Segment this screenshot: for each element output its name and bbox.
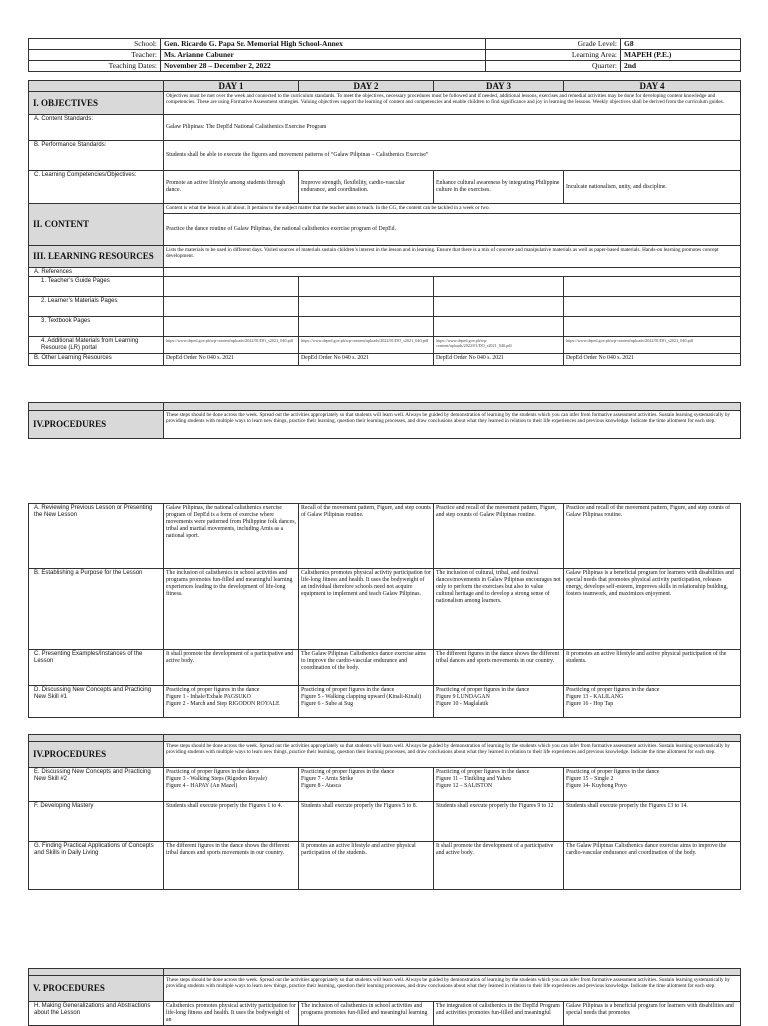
competency-day-4: Inculcate nationalism, unity, and discipline. (564, 171, 741, 204)
step-c-day-1: It shall promote the development of a participative and active body. (164, 650, 299, 686)
resources-title: III. LEARNING RESOURCES (29, 246, 164, 268)
other-resource-day-1: DepEd Order No 040 s. 2021 (164, 354, 299, 366)
step-e-day-4: Practicing of proper figures in the dance Figure 15 – Single 2 Figure 14- Kuyhong Poyo (564, 768, 741, 802)
performance-standards-label: B. Performance Standards: (29, 141, 164, 171)
content-title: II. CONTENT (29, 204, 164, 246)
step-f-label: F. Developing Mastery (29, 802, 164, 842)
other-resource-day-3: DepEd Order No 040 s. 2021 (434, 354, 564, 366)
lr-portal-link-day-2[interactable]: https://www.deped.gov.ph/wp-content/uploads/2022/01/DO_s2021_040.pdf (299, 337, 434, 354)
area-label: Learning Area: (486, 50, 621, 61)
procedures-header-1 (28, 402, 741, 439)
teacher-label: Teacher: (29, 50, 161, 61)
step-e-day-3: Practicing of proper figures in the dance Figure 11 – Tinikling and Yaheu Figure 12 – SALISTON (434, 768, 564, 802)
step-f-day-2: Students shall execute properly the Figures 5 to 8. (299, 802, 434, 842)
step-b-day-3: The inclusion of cultural, tribal, and festival dances/movements in Galaw Pilipinas encourages not only to perform the exercises but also to value cultural heritage and to develop a strong sense of nationalism among learners. (434, 569, 564, 650)
step-a-day-3: Practice and recall of the movement pattern, Figure, and step counts of Galaw Pilipinas routine. (434, 504, 564, 569)
step-h-label: H. Making Generalizations and Abstractions about the Lesson (29, 1002, 164, 1026)
step-d-label: D. Discussing New Concepts and Practicing New Skill #1 (29, 686, 164, 718)
other-resources-label: B. Other Learning Resources (29, 354, 164, 366)
content-note: Content is what the lesson is all about. It pertains to the subject matter that the teacher aims to teach. In the CG, the content can be tackled in a week or two. (164, 204, 741, 214)
grade-value: G8 (621, 39, 741, 50)
step-b-label: B. Establishing a Purpose for the Lesson (29, 569, 164, 650)
competency-day-3: Enhance cultural awareness by integrating Philippine culture in the exercises. (434, 171, 564, 204)
step-f-day-4: Students shall execute properly the Figures 13 to 14. (564, 802, 741, 842)
procedures-table-2 (28, 734, 741, 890)
procedures-note-1: These steps should be done across the week. Spread out the activities appropriately so that students will learn well. Always be guided by demonstration of learning by the students which you can infer from formative assessment activities. Sustain learning systematically by providing students with multiple ways to learn new things, practice their learning, question their learning processes, and draw conclusions about what they learned in relation to their life experiences and previous knowledge. Indicate the time allotment for each step. (164, 411, 741, 439)
step-h-day-2: The inclusion of calisthenics in school activities and programs promotes fun-filled and meaningful learning (299, 1002, 434, 1026)
header-table (28, 38, 741, 72)
procedures-note-3: These steps should be done across the week. Spread out the activities appropriately so that students will learn well. Always be guided by demonstration of learning by the students which you can infer from formative assessment activities. Sustain learning systematically by providing students with multiple ways to learn new things, practice their learning, question their learning processes, and draw conclusions about what they learned in relation to their life experiences and previous knowledge. Indicate the time allotment for each step. (164, 976, 741, 1002)
objectives-title: I. OBJECTIVES (29, 92, 164, 115)
content-text: Practice the dance routine of Galaw Pilipinas, the national calisthenics exercise program of DepEd. (164, 214, 741, 246)
step-f-day-1: Students shall execute properly the Figures 1 to 4. (164, 802, 299, 842)
procedures-note-2: These steps should be done across the week. Spread out the activities appropriately so that students will learn well. Always be guided by demonstration of learning by the students which you can infer from formative assessment activities. Sustain learning systematically by providing students with multiple ways to learn new things, practice their learning, question their learning processes, and draw conclusions about what they learned in relation to their life experiences and previous knowledge. Indicate the time allotment for each step. (164, 742, 741, 768)
additional-materials-label: 4. Additional Materials from Learning Resource (LR) portal (29, 337, 164, 354)
step-b-day-4: Galaw Pilipinas is a beneficial program for learners with disabilities and special needs that promotes physical activity participation, releases energy, develops self-esteem, improves skills in relationship building, fosters teamwork, and maximizes enjoyment. (564, 569, 741, 650)
step-d-day-1: Practicing of proper figures in the dance Figure 1 - Inhale/Exhale PAGSUKO Figure 2 - March and Step RIGODON ROYALE (164, 686, 299, 718)
lr-portal-link-day-1[interactable]: https://www.deped.gov.ph/wp-content/uploads/2022/01/DO_s2021_040.pdf (164, 337, 299, 354)
procedures-title-3: V. PROCEDURES (29, 976, 164, 1002)
quarter-value: 2nd (621, 61, 741, 72)
step-g-day-4: The Galaw Pilipinas Calisthenics dance exercise aims to improve the cardio-vascular endurance and coordination of the body. (564, 842, 741, 890)
lr-portal-link-day-3[interactable]: https://www.deped.gov.ph/wp-content/uploads/2022/01/DO_s2021_040.pdf (434, 337, 564, 354)
other-resource-day-4: DepEd Order No 040 s. 2021 (564, 354, 741, 366)
step-c-day-2: The Galaw Pilipinas Calisthenics dance exercise aims to improve the cardio-vascular endurance and coordination of the body. (299, 650, 434, 686)
step-c-label: C. Presenting Examples/Instances of the Lesson (29, 650, 164, 686)
procedures-title-1: IV.PROCEDURES (29, 411, 164, 439)
step-e-day-2: Practicing of proper figures in the dance Figure 7 - Arnis Strike Figure 8 - Atasca (299, 768, 434, 802)
dates-label: Teaching Dates: (29, 61, 161, 72)
content-standards-value: Galaw Pilipinas: The DepEd National Calisthenics Exercise Program (164, 115, 741, 141)
procedures-table-3 (28, 968, 741, 1026)
references-label: A. References (29, 268, 164, 277)
school-value: Gen. Ricardo G. Papa Sr. Memorial High School-Annex (161, 39, 486, 50)
textbook-label: 3. Textbook Pages (29, 317, 164, 337)
dates-value: November 28 – December 2, 2022 (161, 61, 486, 72)
other-resource-day-2: DepEd Order No 040 s. 2021 (299, 354, 434, 366)
step-b-day-1: The inclusion of calisthenics in school activities and programs promotes fun-filled and meaningful learning experiences leading to the development of life-long fitness. (164, 569, 299, 650)
school-label: School: (29, 39, 161, 50)
step-a-day-2: Recall of the movement pattern, Figure, and step counts of Galaw Pilipinas routine. (299, 504, 434, 569)
day-3-header: DAY 3 (434, 81, 564, 92)
procedures-title-2: IV.PROCEDURES (29, 742, 164, 768)
competency-day-1: Promote an active lifestyle among students through dance. (164, 171, 299, 204)
step-d-day-3: Practicing of proper figures in the dance Figure 9 LUNDAGAN Figure 10 - Maglalatik (434, 686, 564, 718)
step-b-day-2: Calisthenics promotes physical activity participation for life-long fitness and health. It uses the bodyweight of an individual therefore schools need not acquire equipment to implement and teach Galaw Pilipinas. (299, 569, 434, 650)
step-d-day-2: Practicing of proper figures in the dance Figure 5 - Walking clapping upward (Kinali-Kinali) Figure 6 - Sube at Sug (299, 686, 434, 718)
objectives-note: Objectives must be met over the week and connected to the curriculum standards. To meet the objectives, necessary procedures must be followed and if needed, additional lessons, exercises and remedial activities may be done for developing content knowledge and competencies. These are using Formative Assessment strategies. Valuing objectives support the learning of content and competencies and enable children to find significance and joy in learning the lessons. Weekly objectives shall be derived from the curriculum guides. (164, 92, 741, 115)
step-c-day-4: It promotes an active lifestyle and active physical participation of the students. (564, 650, 741, 686)
step-a-day-1: Galaw Pilipinas, the national calisthenics exercise program of DepEd is a form of exercise where movements were patterned from Philippine folk dances, tribal and martial movements, including Arnis as a national sport. (164, 504, 299, 569)
quarter-label: Quarter: (486, 61, 621, 72)
step-h-day-1: Calisthenics promotes physical activity participation for life-long fitness and health. It uses the bodyweight of an (164, 1002, 299, 1026)
step-c-day-3: The different figures in the dance shows the different tribal dances and sports movements in our country. (434, 650, 564, 686)
step-e-label: E. Discussing New Concepts and Practicing New Skill #2 (29, 768, 164, 802)
area-value: MAPEH (P.E.) (621, 50, 741, 61)
step-h-day-4: Galaw Pilipinas is a beneficial program for learners with disabilities and special needs that promotes (564, 1002, 741, 1026)
performance-standards-value: Students shall be able to execute the figures and movement patterns of “Galaw Pilipinas – Calisthenics Exercise” (164, 141, 741, 171)
day-1-header: DAY 1 (164, 81, 299, 92)
content-standards-label: A. Content Standards: (29, 115, 164, 141)
step-d-day-4: Practicing of proper figures in the dance Figure 13 - KALILANG Figure 16 - Hop Tap (564, 686, 741, 718)
day-2-header: DAY 2 (299, 81, 434, 92)
step-e-day-1: Practicing of proper figures in the dance Figure 3 - Walking Steps (Rigodon Royale) Figure 4 - HAPAY (An Mazel) (164, 768, 299, 802)
learners-materials-label: 2. Learner’s Materials Pages (29, 297, 164, 317)
procedures-table-1 (28, 503, 741, 718)
plan-table (28, 80, 741, 366)
teacher-value: Ms. Arianne Cabuner (161, 50, 486, 61)
step-h-day-3: The integration of calisthenics in the DepEd Program and activities promotes fun-filled and meaningful (434, 1002, 564, 1026)
step-g-day-3: It shall promote the development of a participative and active body. (434, 842, 564, 890)
resources-note: Lists the materials to be used in different days. Varied sources of materials sustain children’s interest in the lesson and in learning. Ensure that there is a mix of concrete and manipulative materials as well as paper-based materials. Hands-on learning promotes concept development. (164, 246, 741, 268)
competency-day-2: Improve strength, flexibility, cardio-vascular endurance, and coordination. (299, 171, 434, 204)
step-g-day-2: It promotes an active lifestyle and active physical participation of the students. (299, 842, 434, 890)
teachers-guide-label: 1. Teacher’s Guide Pages (29, 277, 164, 297)
day-4-header: DAY 4 (564, 81, 741, 92)
step-g-day-1: The different figures in the dance shows the different tribal dances and sports movements in our country. (164, 842, 299, 890)
competencies-label: C. Learning Competencies/Objectives: (29, 171, 164, 204)
step-a-label: A. Reviewing Previous Lesson or Presenting the New Lesson (29, 504, 164, 569)
step-f-day-3: Students shall execute properly the Figures 9 to 12 (434, 802, 564, 842)
step-a-day-4: Practice and recall of the movement pattern, Figure, and step counts of Galaw Pilipinas routine. (564, 504, 741, 569)
grade-label: Grade Level: (486, 39, 621, 50)
step-g-label: G. Finding Practical Applications of Concepts and Skills in Daily Living (29, 842, 164, 890)
lr-portal-link-day-4[interactable]: https://www.deped.gov.ph/wp-content/uploads/2022/01/DO_s2021_040.pdf (564, 337, 741, 354)
